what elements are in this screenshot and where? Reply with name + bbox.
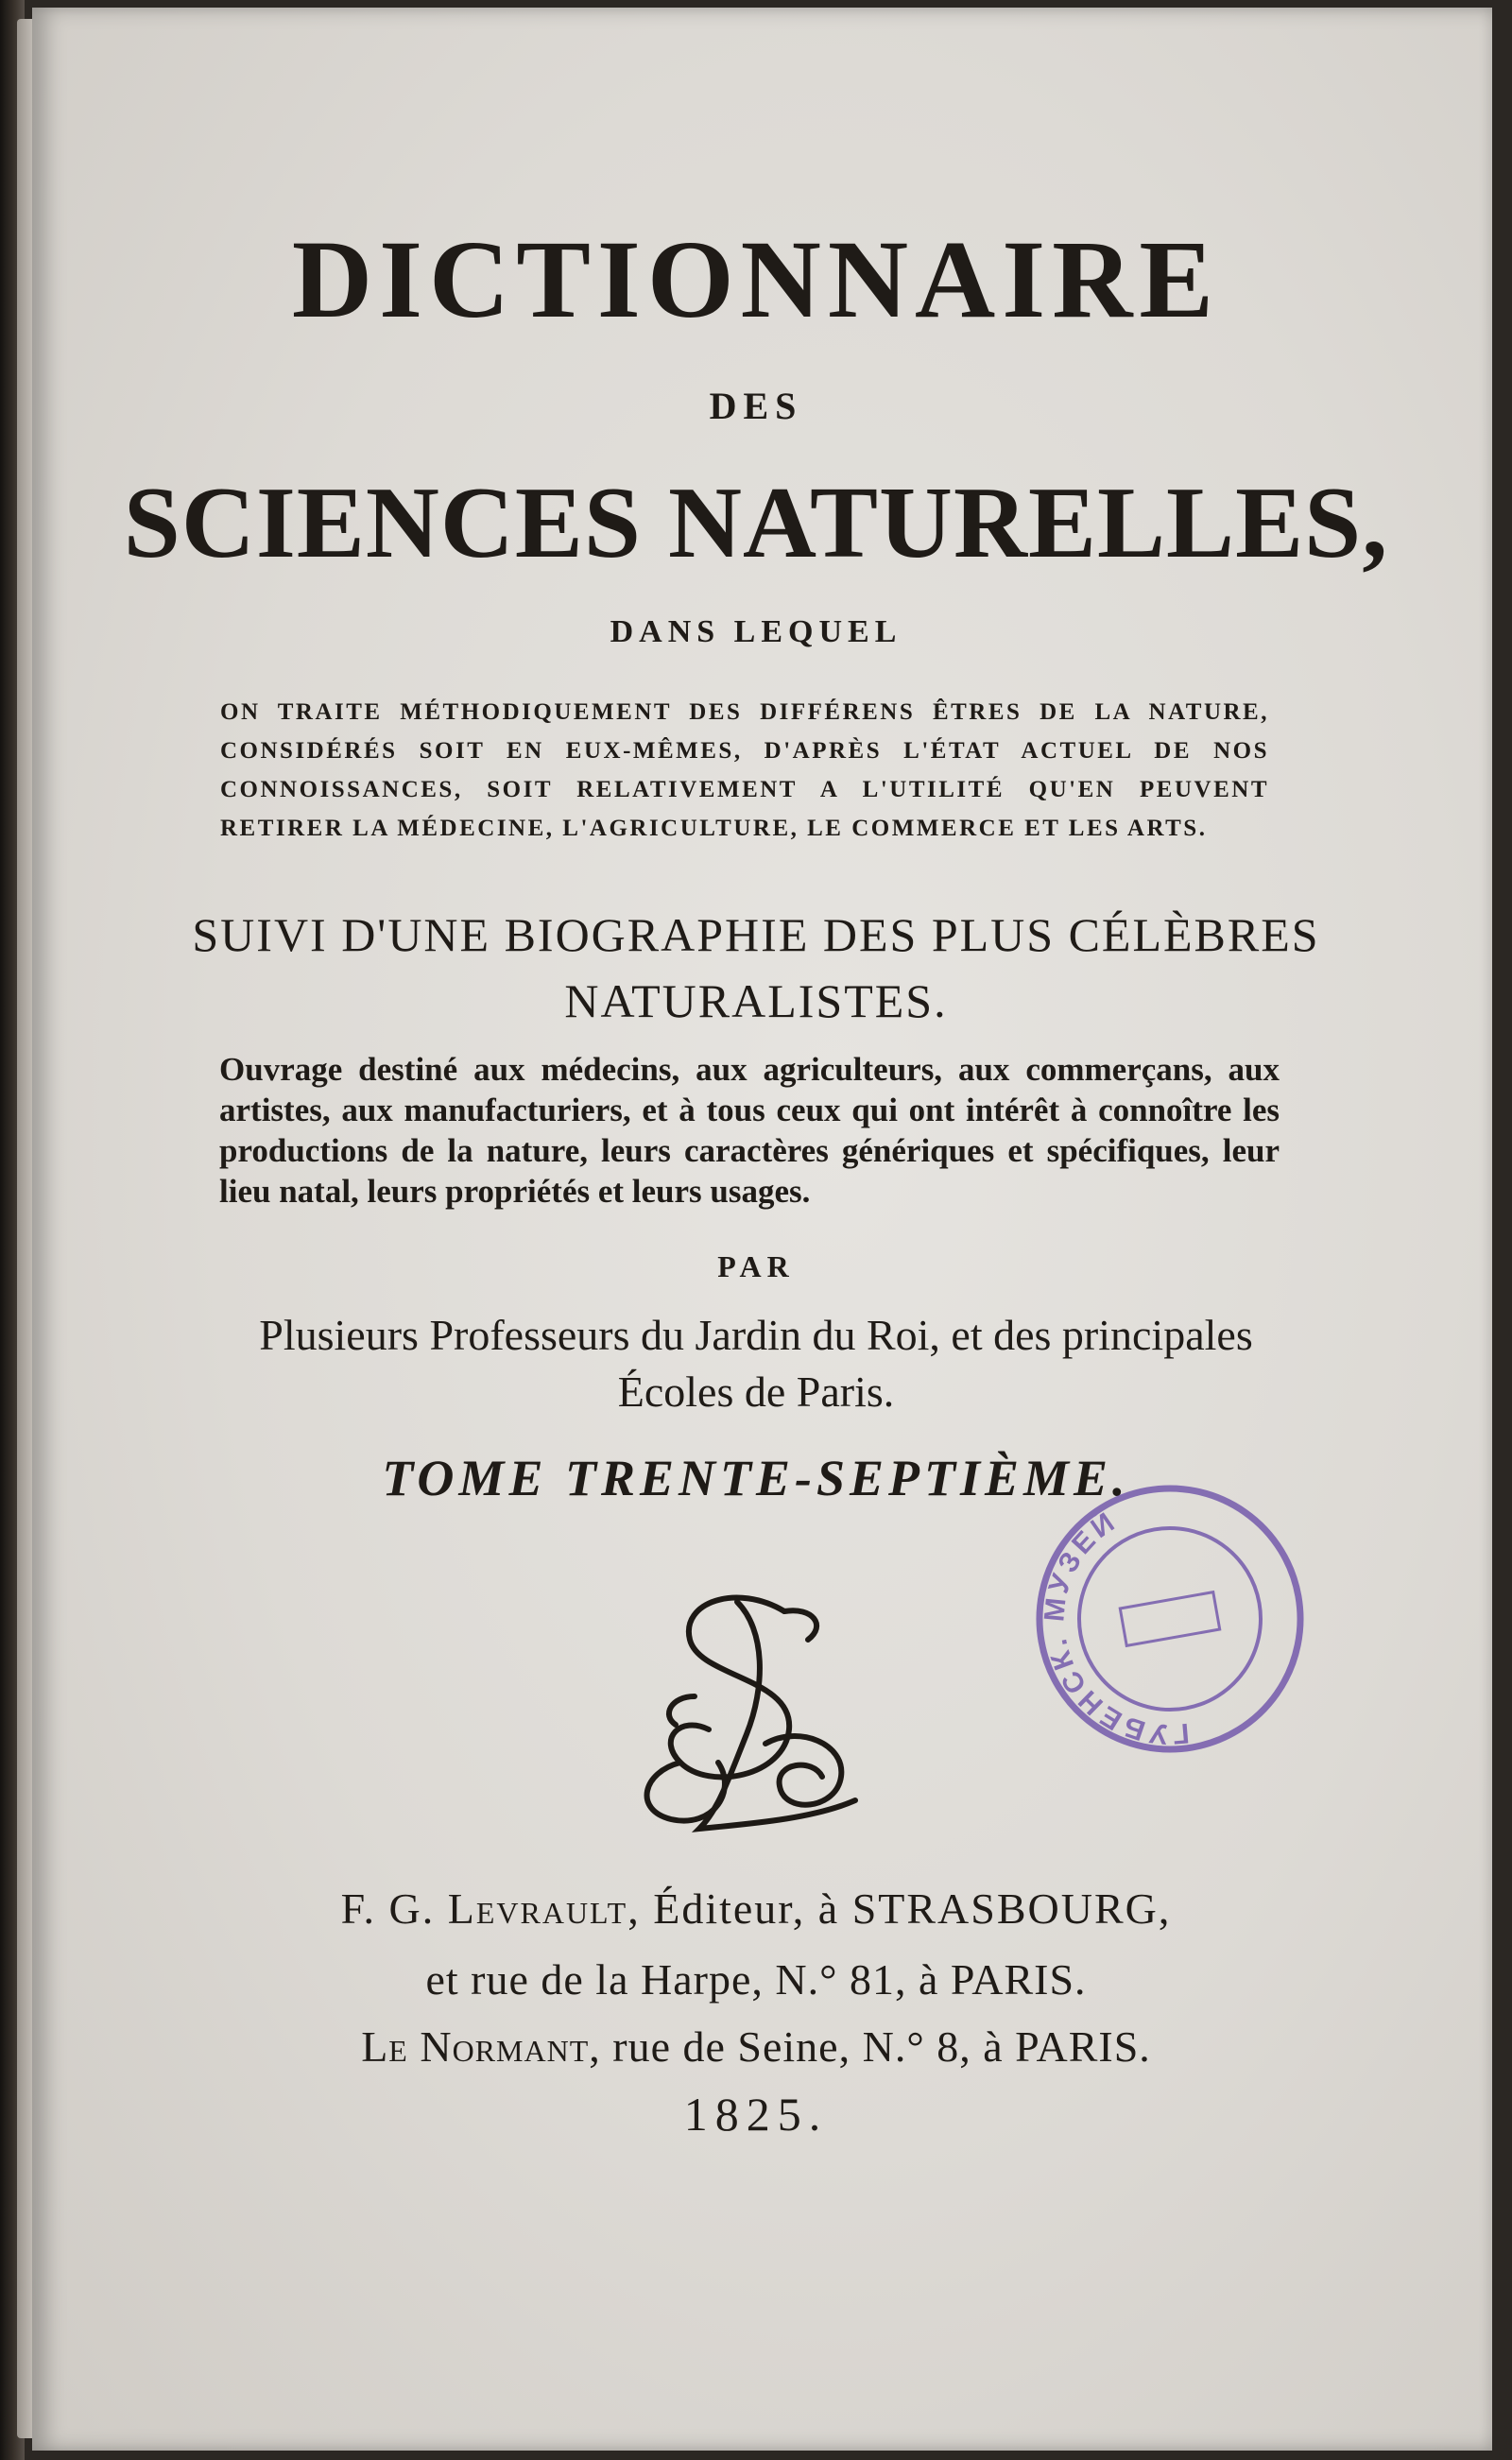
- suivi-line-1: SUIVI D'UNE BIOGRAPHIE DES PLUS CÉLÈBRES: [192, 908, 1320, 961]
- publisher-line-3: [0, 2021, 1512, 2072]
- tome-volume: TOME TRENTE-SEPTIÈME.: [382, 1450, 1130, 1506]
- publisher-line-1: [0, 1884, 1512, 1934]
- title-des: DES: [709, 385, 803, 427]
- ouvrage-paragraph: Ouvrage destiné aux médecins, aux agriculteurs, aux commerçans, aux artistes, aux manufacturiers, et à tous ceux qui ont intérêt à connoître les productions de la nature, leurs caractères génériques et spécifiques, leur lieu natal, leurs propriétés et leurs usages.: [219, 1051, 1280, 1210]
- dans-lequel: DANS LEQUEL: [610, 614, 902, 649]
- title-dictionnaire: DICTIONNAIRE: [291, 217, 1221, 341]
- title-sciences-naturelles: SCIENCES NATURELLES,: [123, 467, 1389, 579]
- title-page: [32, 8, 1492, 2451]
- stamp-text: ГУБЕНСК. МУЗЕЙ: [1039, 1505, 1191, 1750]
- publisher-name-le-normant: Le Normant: [361, 2022, 590, 2071]
- suivi-line-2: NATURALISTES.: [564, 974, 948, 1027]
- description-paragraph: ON TRAITE MÉTHODIQUEMENT DES DIFFÉRENS ÊTRES DE LA NATURE, CONSIDÉRÉS SOIT EN EUX-MÊMES, D'APRÈS L'ÉTAT ACTUEL DE NOS CONNOISSANCES, SOIT RELATIVEMENT A L'UTILITÉ QU'EN PEUVENT RETIRER LA MÉDECINE, L'AGRICULTURE, LE COMMERCE ET LES ARTS.: [220, 699, 1269, 841]
- authors-line-1: Plusieurs Professeurs du Jardin du Roi, et des principales: [259, 1311, 1253, 1359]
- svg-text:ГУБЕНСК. МУЗЕЙ: [1020, 1496, 1194, 1770]
- publisher-name-levrault: Levrault: [447, 1884, 628, 1933]
- authors-line-2: Écoles de Paris.: [617, 1368, 895, 1416]
- publisher-line-3-rest: , rue de Seine, N.° 8, à PARIS.: [589, 2022, 1151, 2071]
- library-stamp: [1019, 1468, 1321, 1770]
- publisher-initials: F. G.: [340, 1884, 436, 1933]
- par-label: PAR: [717, 1249, 795, 1283]
- publisher-line-2: et rue de la Harpe, N.° 81, à PARIS.: [425, 1955, 1087, 2004]
- publisher-monogram: [624, 1574, 879, 1857]
- publication-year: 1825.: [683, 2088, 829, 2141]
- publisher-line-1-rest: , Éditeur, à STRASBOURG,: [627, 1884, 1172, 1933]
